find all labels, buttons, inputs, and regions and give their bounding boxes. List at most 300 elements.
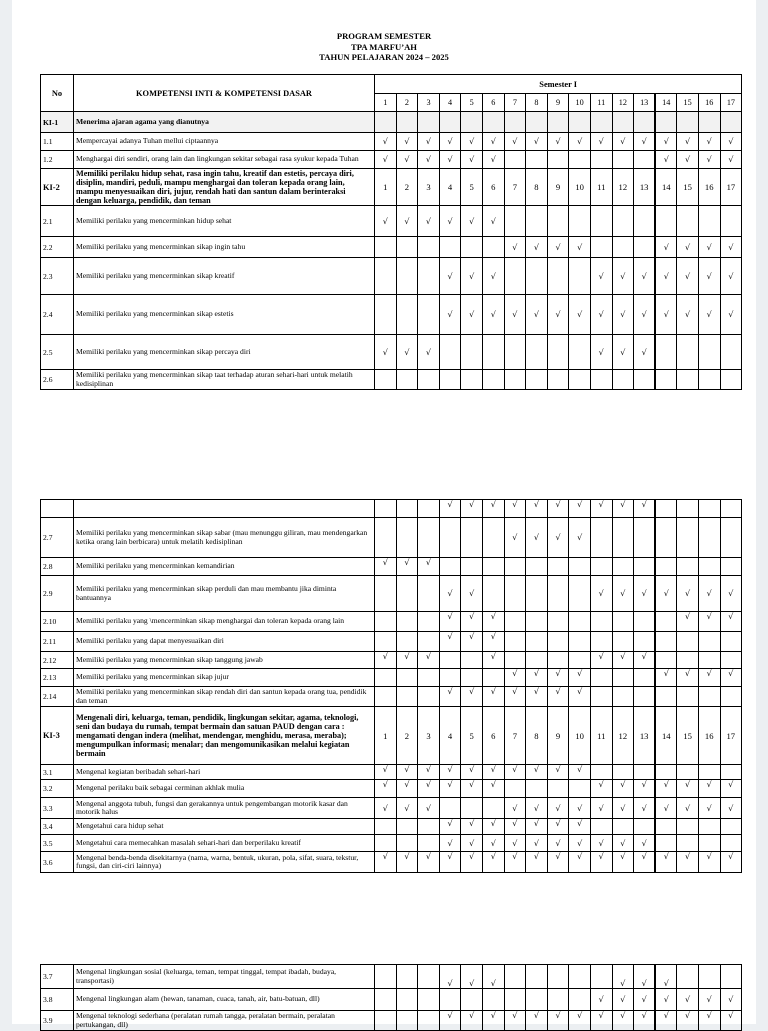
- checkmark-icon: √: [425, 137, 432, 146]
- week-9-cell: [547, 780, 569, 798]
- week-17-check-cell: [720, 151, 742, 169]
- checkmark-icon: √: [641, 271, 647, 281]
- week-3-check-cell: [418, 151, 440, 169]
- week-5-check-cell: [461, 835, 483, 852]
- week-4-check-cell: [439, 965, 461, 989]
- table-row: [41, 612, 742, 632]
- week-7-check-cell: [504, 518, 526, 558]
- week-17-cell: [720, 112, 742, 133]
- week-10-check-cell: [569, 295, 591, 335]
- week-7-check-cell: [504, 295, 526, 335]
- week-5-check-cell: [461, 965, 483, 989]
- checkmark-icon: √: [620, 589, 626, 598]
- table-row: [41, 989, 742, 1011]
- header-week-10: 10: [569, 94, 591, 112]
- week-12-cell: [612, 765, 634, 780]
- checkmark-icon: √: [425, 780, 432, 789]
- week-9-cell: [547, 112, 569, 133]
- checkmark-icon: √: [469, 979, 475, 988]
- week-13-cell: [634, 518, 656, 558]
- week-number-cell: 10: [569, 707, 591, 765]
- week-14-check-cell: [655, 576, 677, 612]
- row-number: 3.5: [41, 835, 74, 852]
- week-7-cell: [504, 112, 526, 133]
- week-5-check-cell: [461, 133, 483, 151]
- week-6-cell: [482, 518, 504, 558]
- checkmark-icon: √: [533, 819, 539, 828]
- table-row: [41, 780, 742, 798]
- checkmark-icon: √: [620, 310, 626, 319]
- week-14-check-cell: [655, 852, 677, 873]
- week-number-cell: 11: [590, 707, 612, 765]
- checkmark-icon: √: [490, 780, 496, 789]
- checkmark-icon: √: [728, 669, 734, 678]
- title-program-semester: PROGRAM SEMESTER: [336, 31, 432, 41]
- row-number: 2.9: [41, 576, 74, 612]
- table-row: [41, 765, 742, 780]
- week-11-check-cell: [590, 133, 612, 151]
- checkmark-icon: √: [598, 347, 604, 357]
- week-12-check-cell: [612, 335, 634, 370]
- checkmark-icon: √: [404, 558, 410, 567]
- checkmark-icon: √: [728, 271, 734, 281]
- checkmark-icon: √: [447, 819, 453, 828]
- week-16-cell: [698, 819, 720, 835]
- week-9-check-cell: [547, 669, 569, 687]
- week-13-check-cell: [634, 500, 656, 518]
- week-10-cell: [569, 576, 591, 612]
- checkmark-icon: √: [382, 155, 388, 164]
- checkmark-icon: √: [469, 780, 475, 789]
- table-row: [41, 687, 742, 707]
- week-number-cell: 2: [396, 169, 418, 206]
- week-10-cell: [569, 612, 591, 632]
- week-15-check-cell: [677, 258, 699, 295]
- week-16-check-cell: [698, 612, 720, 632]
- week-14-check-cell: [655, 151, 677, 169]
- checkmark-icon: √: [620, 852, 626, 861]
- week-17-check-cell: [720, 133, 742, 151]
- week-6-check-cell: [482, 151, 504, 169]
- week-17-check-cell: [720, 237, 742, 258]
- week-6-cell: [482, 798, 504, 819]
- week-9-cell: [547, 258, 569, 295]
- checkmark-icon: √: [512, 819, 518, 828]
- row-number: 3.3: [41, 798, 74, 819]
- week-14-check-cell: [655, 965, 677, 989]
- checkmark-icon: √: [404, 780, 410, 789]
- checkmark-icon: √: [685, 242, 691, 252]
- week-14-cell: [655, 558, 677, 576]
- competency-description: Mempercayai adanya Tuhan mellui ciptaannya: [74, 133, 375, 151]
- week-14-cell: [655, 652, 677, 669]
- header-kompetensi: KOMPETENSI INTI & KOMPETENSI DASAR: [74, 75, 375, 112]
- checkmark-icon: √: [663, 137, 669, 146]
- week-2-cell: [396, 258, 418, 295]
- week-6-check-cell: [482, 780, 504, 798]
- week-13-cell: [634, 112, 656, 133]
- week-12-check-cell: [612, 852, 634, 873]
- header-semester: Semester I: [375, 75, 742, 94]
- week-3-check-cell: [418, 558, 440, 576]
- week-9-check-cell: [547, 835, 569, 852]
- header-week-15: 15: [677, 94, 699, 112]
- week-7-cell: [504, 989, 526, 1011]
- checkmark-icon: √: [728, 242, 734, 252]
- row-number: 2.8: [41, 558, 74, 576]
- week-14-check-cell: [655, 989, 677, 1011]
- checkmark-icon: √: [663, 979, 669, 988]
- checkmark-icon: √: [404, 652, 410, 661]
- checkmark-icon: √: [490, 765, 496, 774]
- checkmark-icon: √: [620, 995, 626, 1004]
- week-14-cell: [655, 687, 677, 707]
- checkmark-icon: √: [469, 155, 475, 164]
- week-12-cell: [612, 518, 634, 558]
- week-14-check-cell: [655, 133, 677, 151]
- week-8-check-cell: [526, 133, 548, 151]
- week-7-cell: [504, 612, 526, 632]
- checkmark-icon: √: [685, 155, 691, 164]
- week-number-cell: 9: [547, 169, 569, 206]
- week-7-cell: [504, 370, 526, 390]
- program-semester-table-2: [40, 499, 742, 873]
- checkmark-icon: √: [685, 589, 691, 598]
- week-9-check-cell: [547, 518, 569, 558]
- week-3-cell: [418, 989, 440, 1011]
- checkmark-icon: √: [728, 995, 734, 1004]
- checkmark-icon: √: [490, 632, 496, 641]
- checkmark-icon: √: [469, 216, 475, 226]
- week-12-cell: [612, 112, 634, 133]
- week-2-check-cell: [396, 798, 418, 819]
- row-number: 3.7: [41, 965, 74, 989]
- checkmark-icon: √: [533, 687, 539, 696]
- week-17-cell: [720, 819, 742, 835]
- checkmark-icon: √: [425, 558, 432, 567]
- week-9-cell: [547, 612, 569, 632]
- week-4-cell: [439, 652, 461, 669]
- week-9-cell: [547, 370, 569, 390]
- week-7-cell: [504, 558, 526, 576]
- checkmark-icon: √: [512, 1011, 518, 1020]
- checkmark-icon: √: [512, 838, 518, 848]
- table-row: [41, 518, 742, 558]
- week-10-cell: [569, 652, 591, 669]
- week-14-cell: [655, 500, 677, 518]
- checkmark-icon: √: [555, 500, 561, 509]
- competency-description: Mengenal teknologi sederhana (peralatan rumah tangga, peralatan bermain, peralatan pertukangan, dll): [74, 1011, 375, 1031]
- checkmark-icon: √: [404, 216, 410, 226]
- week-6-check-cell: [482, 819, 504, 835]
- checkmark-icon: √: [533, 838, 539, 848]
- week-13-check-cell: [634, 780, 656, 798]
- week-number-cell: 6: [482, 169, 504, 206]
- week-5-cell: [461, 518, 483, 558]
- competency-description: Mengenal lingkungan alam (hewan, tanaman, cuaca, tanah, air, batu-batuan, dll): [74, 989, 375, 1011]
- week-13-check-cell: [634, 989, 656, 1011]
- checkmark-icon: √: [706, 137, 712, 146]
- week-17-check-cell: [720, 258, 742, 295]
- week-5-check-cell: [461, 687, 483, 707]
- week-1-cell: [375, 258, 397, 295]
- week-8-check-cell: [526, 1011, 548, 1031]
- checkmark-icon: √: [447, 589, 453, 598]
- week-8-cell: [526, 558, 548, 576]
- competency-heading-row: [41, 112, 742, 133]
- checkmark-icon: √: [425, 803, 432, 813]
- week-2-cell: [396, 112, 418, 133]
- week-number-cell: 12: [612, 707, 634, 765]
- week-3-cell: [418, 258, 440, 295]
- checkmark-icon: √: [447, 852, 453, 861]
- checkmark-icon: √: [620, 780, 626, 789]
- week-16-check-cell: [698, 295, 720, 335]
- week-6-check-cell: [482, 612, 504, 632]
- checkmark-icon: √: [425, 347, 432, 357]
- row-number: 2.11: [41, 632, 74, 652]
- week-number-cell: 5: [461, 707, 483, 765]
- week-5-cell: [461, 989, 483, 1011]
- competency-description: Memiliki perilaku yang mencerminkan sikap tanggung jawab: [74, 652, 375, 669]
- week-2-cell: [396, 500, 418, 518]
- week-11-cell: [590, 765, 612, 780]
- week-6-cell: [482, 989, 504, 1011]
- checkmark-icon: √: [728, 1011, 734, 1020]
- week-10-check-cell: [569, 835, 591, 852]
- week-16-check-cell: [698, 852, 720, 873]
- week-3-cell: [418, 835, 440, 852]
- week-4-check-cell: [439, 765, 461, 780]
- row-number: 2.14: [41, 687, 74, 707]
- week-4-cell: [439, 112, 461, 133]
- week-16-cell: [698, 112, 720, 133]
- header-week-16: 16: [698, 94, 720, 112]
- week-11-cell: [590, 687, 612, 707]
- week-3-cell: [418, 500, 440, 518]
- checkmark-icon: √: [598, 137, 604, 146]
- week-8-cell: [526, 335, 548, 370]
- checkmark-icon: √: [685, 271, 691, 281]
- week-6-check-cell: [482, 295, 504, 335]
- week-15-cell: [677, 206, 699, 237]
- checkmark-icon: √: [490, 612, 496, 621]
- week-1-cell: [375, 112, 397, 133]
- header-week-1: 1: [375, 94, 397, 112]
- checkmark-icon: √: [706, 589, 712, 598]
- checkmark-icon: √: [620, 803, 626, 813]
- checkmark-icon: √: [728, 852, 734, 861]
- competency-description: Memiliki perilaku yang mencerminkan sikap estetis: [74, 295, 375, 335]
- week-15-check-cell: [677, 295, 699, 335]
- week-number-cell: 17: [720, 707, 742, 765]
- checkmark-icon: √: [404, 803, 410, 813]
- checkmark-icon: √: [685, 612, 691, 621]
- week-6-check-cell: [482, 500, 504, 518]
- week-2-check-cell: [396, 133, 418, 151]
- week-17-cell: [720, 965, 742, 989]
- week-11-check-cell: [590, 258, 612, 295]
- row-number: 2.6: [41, 370, 74, 390]
- week-11-check-cell: [590, 835, 612, 852]
- competency-description: Memiliki perilaku yang mencerminkan hidup sehat: [74, 206, 375, 237]
- checkmark-icon: √: [382, 652, 388, 661]
- checkmark-icon: √: [447, 780, 453, 789]
- week-11-check-cell: [590, 798, 612, 819]
- checkmark-icon: √: [555, 819, 561, 828]
- table-row: [41, 151, 742, 169]
- checkmark-icon: √: [641, 652, 647, 661]
- checkmark-icon: √: [469, 632, 475, 641]
- week-16-check-cell: [698, 576, 720, 612]
- week-7-check-cell: [504, 133, 526, 151]
- checkmark-icon: √: [404, 155, 410, 164]
- week-8-cell: [526, 989, 548, 1011]
- competency-description: Menghargai diri sendiri, orang lain dan lingkungan sekitar sebagai rasa syukur kepada Tuhan: [74, 151, 375, 169]
- week-4-check-cell: [439, 612, 461, 632]
- checkmark-icon: √: [685, 669, 691, 678]
- week-10-cell: [569, 780, 591, 798]
- week-8-cell: [526, 370, 548, 390]
- checkmark-icon: √: [382, 216, 388, 226]
- checkmark-icon: √: [490, 979, 496, 988]
- week-1-check-cell: [375, 151, 397, 169]
- checkmark-icon: √: [685, 1011, 691, 1020]
- week-8-cell: [526, 652, 548, 669]
- week-14-check-cell: [655, 780, 677, 798]
- week-8-cell: [526, 632, 548, 652]
- checkmark-icon: √: [706, 1011, 712, 1020]
- week-10-cell: [569, 558, 591, 576]
- week-15-cell: [677, 687, 699, 707]
- row-number: [41, 500, 74, 518]
- competency-description: Mengenal benda-benda disekitarnya (nama, warna, bentuk, ukuran, pola, sifat, suara, tekstur, fungsi, dan ciri-ciri lainnya): [74, 852, 375, 873]
- checkmark-icon: √: [382, 803, 388, 813]
- header-week-7: 7: [504, 94, 526, 112]
- week-11-check-cell: [590, 780, 612, 798]
- week-12-cell: [612, 558, 634, 576]
- week-3-check-cell: [418, 798, 440, 819]
- competency-description: Mengenal perilaku baik sebagai cerminan akhlak mulia: [74, 780, 375, 798]
- week-14-check-cell: [655, 669, 677, 687]
- week-number-cell: 1: [375, 169, 397, 206]
- header-week-3: 3: [418, 94, 440, 112]
- week-1-check-cell: [375, 765, 397, 780]
- week-15-check-cell: [677, 133, 699, 151]
- week-15-check-cell: [677, 780, 699, 798]
- table-row: [41, 335, 742, 370]
- checkmark-icon: √: [447, 271, 453, 281]
- week-10-check-cell: [569, 819, 591, 835]
- week-3-cell: [418, 669, 440, 687]
- week-7-check-cell: [504, 819, 526, 835]
- week-3-cell: [418, 965, 440, 989]
- week-12-check-cell: [612, 965, 634, 989]
- week-8-cell: [526, 151, 548, 169]
- week-14-cell: [655, 370, 677, 390]
- week-11-cell: [590, 965, 612, 989]
- week-11-check-cell: [590, 576, 612, 612]
- week-14-cell: [655, 835, 677, 852]
- checkmark-icon: √: [469, 500, 475, 509]
- row-number: 2.10: [41, 612, 74, 632]
- checkmark-icon: √: [706, 995, 712, 1004]
- week-5-check-cell: [461, 1011, 483, 1031]
- week-12-cell: [612, 237, 634, 258]
- checkmark-icon: √: [490, 687, 496, 696]
- checkmark-icon: √: [555, 669, 561, 678]
- week-15-cell: [677, 835, 699, 852]
- competency-description: Memiliki perilaku yang mencerminkan sikap kreatif: [74, 258, 375, 295]
- table-row: [41, 295, 742, 335]
- week-17-check-cell: [720, 780, 742, 798]
- checkmark-icon: √: [533, 1011, 539, 1020]
- week-1-cell: [375, 819, 397, 835]
- week-10-check-cell: [569, 1011, 591, 1031]
- week-1-cell: [375, 632, 397, 652]
- week-16-cell: [698, 518, 720, 558]
- checkmark-icon: √: [598, 780, 604, 789]
- week-8-cell: [526, 965, 548, 989]
- week-15-check-cell: [677, 989, 699, 1011]
- week-number-cell: 7: [504, 169, 526, 206]
- row-number: 2.7: [41, 518, 74, 558]
- week-13-cell: [634, 612, 656, 632]
- checkmark-icon: √: [447, 632, 453, 641]
- week-16-cell: [698, 335, 720, 370]
- header-week-9: 9: [547, 94, 569, 112]
- checkmark-icon: √: [447, 1011, 453, 1020]
- checkmark-icon: √: [663, 780, 669, 789]
- week-2-cell: [396, 819, 418, 835]
- week-1-check-cell: [375, 780, 397, 798]
- week-2-cell: [396, 576, 418, 612]
- week-12-cell: [612, 819, 634, 835]
- checkmark-icon: √: [490, 310, 496, 319]
- competency-description: Memiliki perilaku hidup sehat, rasa ingin tahu, kreatif dan estetis, percaya diri, disiplin, mandiri, peduli, mampu menghargai dan toleran kepada orang lain, mampu menyesuaikan diri, jujur, rendah hati dan santun dalam berinteraksi dengan keluarga, pendidik, dan teman: [74, 169, 375, 206]
- row-number: 2.5: [41, 335, 74, 370]
- checkmark-icon: √: [663, 803, 669, 813]
- week-number-cell: 15: [677, 169, 699, 206]
- checkmark-icon: √: [598, 652, 604, 661]
- week-11-cell: [590, 632, 612, 652]
- checkmark-icon: √: [555, 533, 561, 542]
- week-9-cell: [547, 206, 569, 237]
- week-9-cell: [547, 965, 569, 989]
- checkmark-icon: √: [555, 803, 561, 813]
- row-number: 3.2: [41, 780, 74, 798]
- week-17-cell: [720, 558, 742, 576]
- week-11-cell: [590, 558, 612, 576]
- checkmark-icon: √: [490, 216, 496, 226]
- week-12-check-cell: [612, 1011, 634, 1031]
- week-14-cell: [655, 819, 677, 835]
- week-number-cell: 4: [439, 707, 461, 765]
- checkmark-icon: √: [512, 687, 518, 696]
- week-1-cell: [375, 612, 397, 632]
- competency-description: Mengenal kegiatan beribadah sehari-hari: [74, 765, 375, 780]
- row-number: 1.1: [41, 133, 74, 151]
- header-week-6: 6: [482, 94, 504, 112]
- title-school-year: TAHUN PELAJARAN 2024 – 2025: [319, 52, 449, 62]
- week-15-check-cell: [677, 1011, 699, 1031]
- week-3-cell: [418, 612, 440, 632]
- competency-description: Mengenali diri, keluarga, teman, pendidik, lingkungan sekitar, agama, teknologi, seni dan budaya du rumah, tempat bermain dan satuan PAUD dengan cara : mengamati dengan indera (melihat, mendengar, menghidu, merasa, meraba); mengumpulkan informasi; menalar; dan mengomunikasikan melalui kegiatan bermain: [74, 707, 375, 765]
- week-number-cell: 15: [677, 707, 699, 765]
- week-number-cell: 1: [375, 707, 397, 765]
- checkmark-icon: √: [469, 310, 475, 319]
- checkmark-icon: √: [447, 838, 453, 848]
